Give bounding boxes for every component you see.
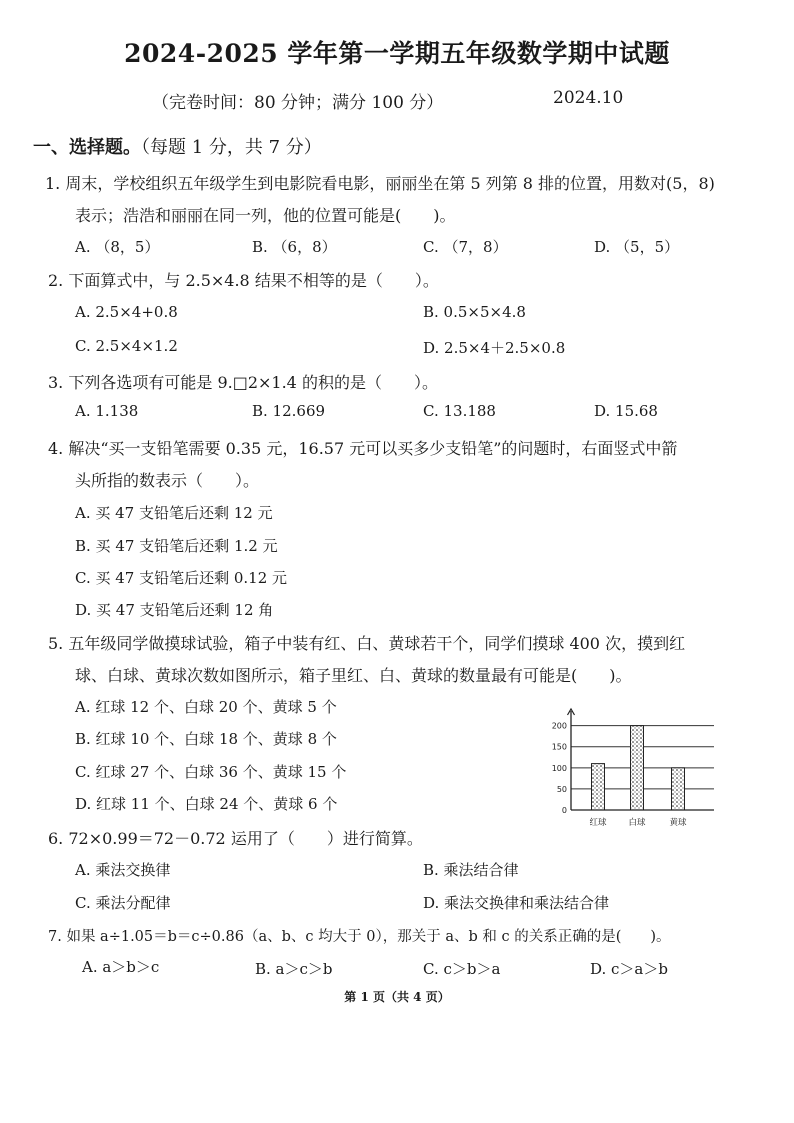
question-4-line-2: 头所指的数表示（ ）。 [75,471,260,490]
bar-3 [672,768,685,810]
question-4-option-a: A. 买 47 支铅笔后还剩 12 元 [75,504,273,522]
question-1-option-c: C. （7，8） [423,238,508,256]
question-1-line-1: 1. 周末，学校组织五年级学生到电影院看电影，丽丽坐在第 5 列第 8 排的位置，用数对(5，8) [45,174,715,193]
question-5-option-b: B. 红球 10 个、白球 18 个、黄球 8 个 [75,730,337,748]
question-5-option-a: A. 红球 12 个、白球 20 个、黄球 5 个 [75,698,337,716]
question-2-option-a: A. 2.5×4+0.8 [75,303,178,321]
y-tick-label: 200 [551,721,567,731]
question-5-option-c: C. 红球 27 个、白球 36 个、黄球 15 个 [75,763,347,781]
bar-2 [631,726,644,810]
question-3-option-a: A. 1.138 [75,402,139,420]
section-heading [33,133,322,159]
y-tick-label: 100 [551,763,567,773]
question-7-option-d: D. c＞a＞b [590,960,668,978]
question-2-option-b: B. 0.5×5×4.8 [423,303,526,321]
question-7-line-1: 7. 如果 a÷1.05＝b＝c÷0.86（a、b、c 均大于 0），那关于 a、b 和 c 的关系正确的是( )。 [48,929,671,945]
exam-info: （完卷时间：80 分钟；满分 100 分） [152,93,444,113]
question-1-option-d: D. （5，5） [594,238,680,256]
question-2-option-c: C. 2.5×4×1.2 [75,337,178,355]
question-5-line-1: 5. 五年级同学做摸球试验，箱子中装有红、白、黄球若干个，同学们摸球 400 次，摸到红 [48,634,686,653]
page-title: 2024-2025 学年第一学期五年级数学期中试题 [124,39,670,68]
question-3-option-c: C. 13.188 [423,402,496,420]
question-5-option-d: D. 红球 11 个、白球 24 个、黄球 6 个 [75,795,338,813]
page-number: 第 1 页（共 4 页） [344,990,450,1004]
question-2-option-d: D. 2.5×4＋2.5×0.8 [423,339,566,357]
question-4-option-c: C. 买 47 支铅笔后还剩 0.12 元 [75,569,288,587]
section-title: 一、选择题。 [33,137,141,158]
x-tick-label: 黄球 [669,818,687,828]
question-4-option-d: D. 买 47 支铅笔后还剩 12 角 [75,601,274,619]
question-6-option-a: A. 乘法交换律 [75,861,171,879]
y-tick-label: 0 [561,806,567,815]
y-tick-label: 150 [551,742,567,752]
x-tick-label: 白球 [628,818,646,828]
question-7-option-b: B. a＞c＞b [255,960,333,978]
question-1-line-2: 表示；浩浩和丽丽在同一列，他的位置可能是( )。 [75,206,456,225]
question-1-option-b: B. （6，8） [252,238,337,256]
question-6-option-b: B. 乘法结合律 [423,861,519,879]
question-1-option-a: A. （8，5） [75,238,160,256]
exam-date: 2024.10 [553,88,624,108]
question-3-line-1: 3. 下列各选项有可能是 9.□2×1.4 的积的是（ ）。 [48,373,438,392]
question-2-line-1: 2. 下面算式中，与 2.5×4.8 结果不相等的是（ ）。 [48,271,439,290]
x-tick-label: 红球 [589,818,607,828]
question-7-option-a: A. a＞b＞c [82,958,160,976]
question-4-line-1: 4. 解决“买一支铅笔需要 0.35 元，16.57 元可以买多少支铅笔”的问题时，右面竖式中箭 [48,439,678,458]
question-3-option-d: D. 15.68 [594,402,658,420]
bar-1 [592,764,605,810]
question-6-line-1: 6. 72×0.99＝72－0.72 运用了（ ）进行简算。 [48,829,423,848]
ball-count-chart [548,705,718,830]
question-7-option-c: C. c＞b＞a [423,960,501,978]
question-3-option-b: B. 12.669 [252,402,326,420]
y-tick-label: 50 [556,784,567,794]
question-6-option-d: D. 乘法交换律和乘法结合律 [423,894,610,912]
question-6-option-c: C. 乘法分配律 [75,894,171,912]
question-5-line-2: 球、白球、黄球次数如图所示，箱子里红、白、黄球的数量最有可能是( )。 [75,666,632,685]
section-note: （每题 1 分，共 7 分） [141,137,322,158]
question-4-option-b: B. 买 47 支铅笔后还剩 1.2 元 [75,537,278,555]
